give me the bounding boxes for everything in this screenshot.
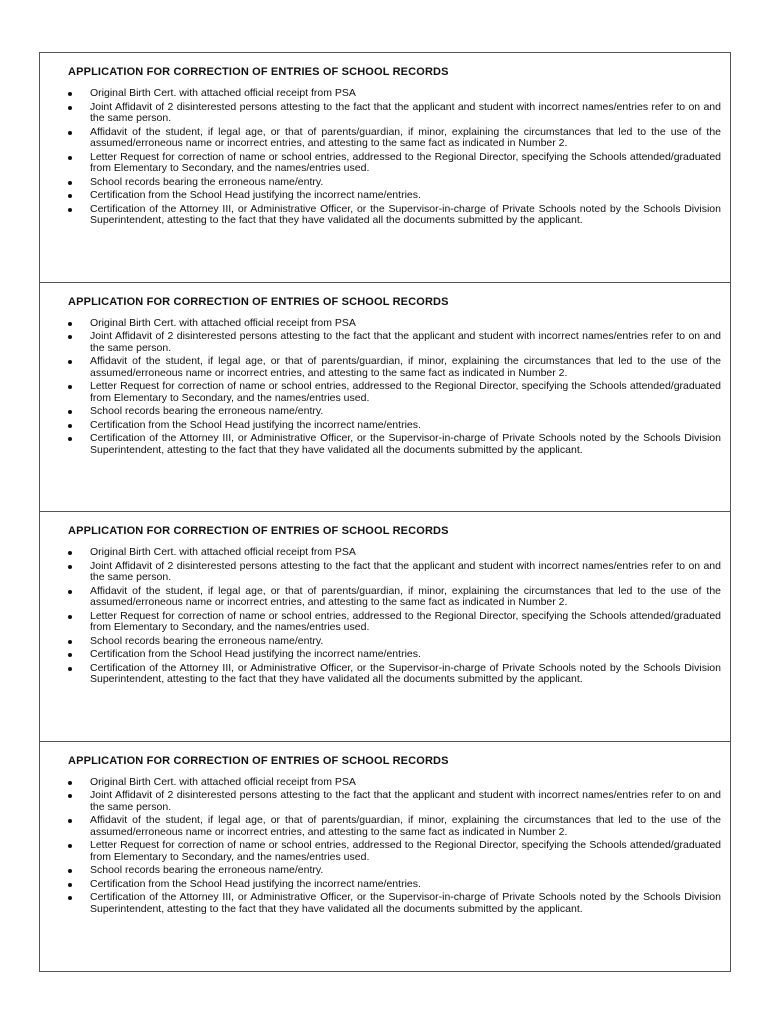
requirement-item <box>68 381 721 404</box>
requirements-block <box>40 512 730 742</box>
requirements-block <box>40 53 730 283</box>
bullet-icon <box>68 590 72 594</box>
bullet-icon <box>68 322 72 326</box>
bullet-icon <box>68 424 72 428</box>
bullet-icon <box>68 869 72 873</box>
bullet-icon <box>68 640 72 644</box>
bullet-icon <box>68 883 72 887</box>
block-title: APPLICATION FOR CORRECTION OF ENTRIES OF SCHOOL RECORDS <box>68 66 449 78</box>
requirement-item <box>68 865 721 877</box>
requirement-item <box>68 88 721 100</box>
requirement-text: Joint Affidavit of 2 disinterested persons attesting to the fact that the applicant and student with incorrect names/entries refer to on and the same person. <box>90 330 721 354</box>
bullet-icon <box>68 92 72 96</box>
requirement-text: School records bearing the erroneous name/entry. <box>90 175 324 188</box>
requirements-block <box>40 283 730 513</box>
bullet-icon <box>68 208 72 212</box>
bullet-icon <box>68 794 72 798</box>
requirement-item <box>68 879 721 891</box>
requirement-text: School records bearing the erroneous name/entry. <box>90 405 324 417</box>
bullet-icon <box>68 385 72 389</box>
requirement-item <box>68 127 721 150</box>
requirement-text: School records bearing the erroneous name/entry. <box>90 634 324 647</box>
bullet-icon <box>68 615 72 619</box>
requirement-item <box>68 152 721 175</box>
requirement-item <box>68 611 721 634</box>
bullet-icon <box>68 156 72 160</box>
requirement-text: Certification of the Attorney III, or Administrative Officer, or the Supervisor-in-charge of Private Schools noted by the Schools Division Superintendent, attesting to the fact that they have validated all the documents submitted by the applicant. <box>90 202 721 226</box>
bullet-icon <box>68 106 72 110</box>
requirement-item <box>68 190 721 202</box>
bullet-icon <box>68 410 72 414</box>
requirement-text: Joint Affidavit of 2 disinterested persons attesting to the fact that the applicant and student with incorrect names/entries refer to on and the same person. <box>90 789 721 813</box>
requirement-text: Original Birth Cert. with attached official receipt from PSA <box>90 316 356 329</box>
bullet-icon <box>68 181 72 185</box>
requirements-list <box>68 88 721 227</box>
bullet-icon <box>68 781 72 785</box>
requirement-item <box>68 840 721 863</box>
bullet-icon <box>68 819 72 823</box>
requirement-text: Affidavit of the student, if legal age, or that of parents/guardian, if minor, explaining the circumstances that led to the use of the assumed/erroneous name or incorrect entries, and attesting to the same fact as indicated in Number 2. <box>90 584 721 608</box>
requirement-item <box>68 663 721 686</box>
requirement-text: Letter Request for correction of name or school entries, addressed to the Regional Director, specifying the Schools attended/graduated from Elementary to Secondary, and the names/entries used. <box>90 380 721 404</box>
requirement-item <box>68 318 721 330</box>
requirement-item <box>68 561 721 584</box>
requirement-item <box>68 649 721 661</box>
requirements-block <box>40 742 730 972</box>
block-title: APPLICATION FOR CORRECTION OF ENTRIES OF SCHOOL RECORDS <box>68 754 449 767</box>
bullet-icon <box>68 437 72 441</box>
requirement-item <box>68 790 721 813</box>
requirement-item <box>68 331 721 354</box>
requirements-sheet <box>39 52 731 972</box>
requirement-item <box>68 892 721 915</box>
requirements-list <box>68 318 721 457</box>
requirement-text: Letter Request for correction of name or school entries, addressed to the Regional Director, specifying the Schools attended/graduated from Elementary to Secondary, and the names/entries used. <box>90 150 721 174</box>
requirement-text: School records bearing the erroneous name/entry. <box>90 864 324 876</box>
requirement-text: Letter Request for correction of name or school entries, addressed to the Regional Director, specifying the Schools attended/graduated from Elementary to Secondary, and the names/entries used. <box>90 609 721 633</box>
requirement-text: Joint Affidavit of 2 disinterested persons attesting to the fact that the applicant and student with incorrect names/entries refer to on and the same person. <box>90 559 721 583</box>
requirement-text: Letter Request for correction of name or school entries, addressed to the Regional Director, specifying the Schools attended/graduated from Elementary to Secondary, and the names/entries used. <box>90 839 721 863</box>
requirement-text: Original Birth Cert. with attached official receipt from PSA <box>90 775 356 788</box>
bullet-icon <box>68 194 72 198</box>
block-title: APPLICATION FOR CORRECTION OF ENTRIES OF SCHOOL RECORDS <box>68 525 449 537</box>
requirement-item <box>68 177 721 189</box>
requirement-item <box>68 815 721 838</box>
requirement-text: Original Birth Cert. with attached official receipt from PSA <box>90 546 356 558</box>
requirement-text: Affidavit of the student, if legal age, or that of parents/guardian, if minor, explaining the circumstances that led to the use of the assumed/erroneous name or incorrect entries, and attesting to the same fact as indicated in Number 2. <box>90 355 721 379</box>
requirement-item <box>68 777 721 789</box>
requirement-text: Affidavit of the student, if legal age, or that of parents/guardian, if minor, explaining the circumstances that led to the use of the assumed/erroneous name or incorrect entries, and attesting to the same fact as indicated in Number 2. <box>90 814 721 838</box>
requirement-item <box>68 356 721 379</box>
requirement-item <box>68 636 721 648</box>
requirement-text: Certification of the Attorney III, or Administrative Officer, or the Supervisor-in-charge of Private Schools noted by the Schools Division Superintendent, attesting to the fact that they have validated all the documents submitted by the applicant. <box>90 432 721 456</box>
bullet-icon <box>68 565 72 569</box>
requirement-text: Certification from the School Head justifying the incorrect name/entries. <box>90 189 421 201</box>
bullet-icon <box>68 653 72 657</box>
bullet-icon <box>68 335 72 339</box>
requirement-text: Certification from the School Head justifying the incorrect name/entries. <box>90 877 421 890</box>
requirement-item <box>68 433 721 456</box>
requirement-text: Certification of the Attorney III, or Administrative Officer, or the Supervisor-in-charge of Private Schools noted by the Schools Division Superintendent, attesting to the fact that they have validated all the documents submitted by the applicant. <box>90 661 721 685</box>
requirement-text: Original Birth Cert. with attached official receipt from PSA <box>90 87 356 99</box>
requirement-text: Affidavit of the student, if legal age, or that of parents/guardian, if minor, explaining the circumstances that led to the use of the assumed/erroneous name or incorrect entries, and attesting to the same fact as indicated in Number 2. <box>90 125 721 149</box>
requirement-item <box>68 547 721 559</box>
block-title: APPLICATION FOR CORRECTION OF ENTRIES OF SCHOOL RECORDS <box>68 295 449 308</box>
requirement-item <box>68 586 721 609</box>
requirements-list <box>68 777 721 916</box>
requirement-text: Certification of the Attorney III, or Administrative Officer, or the Supervisor-in-charge of Private Schools noted by the Schools Division Superintendent, attesting to the fact that they have validated all the documents submitted by the applicant. <box>90 891 721 915</box>
bullet-icon <box>68 844 72 848</box>
requirement-item <box>68 406 721 418</box>
requirement-text: Certification from the School Head justifying the incorrect name/entries. <box>90 648 421 660</box>
requirement-item <box>68 204 721 227</box>
bullet-icon <box>68 896 72 900</box>
bullet-icon <box>68 667 72 671</box>
requirement-item <box>68 102 721 125</box>
requirement-item <box>68 420 721 432</box>
requirements-list <box>68 547 721 686</box>
requirement-text: Joint Affidavit of 2 disinterested persons attesting to the fact that the applicant and student with incorrect names/entries refer to on and the same person. <box>90 100 721 124</box>
bullet-icon <box>68 551 72 555</box>
bullet-icon <box>68 131 72 135</box>
requirement-text: Certification from the School Head justifying the incorrect name/entries. <box>90 418 421 431</box>
bullet-icon <box>68 360 72 364</box>
